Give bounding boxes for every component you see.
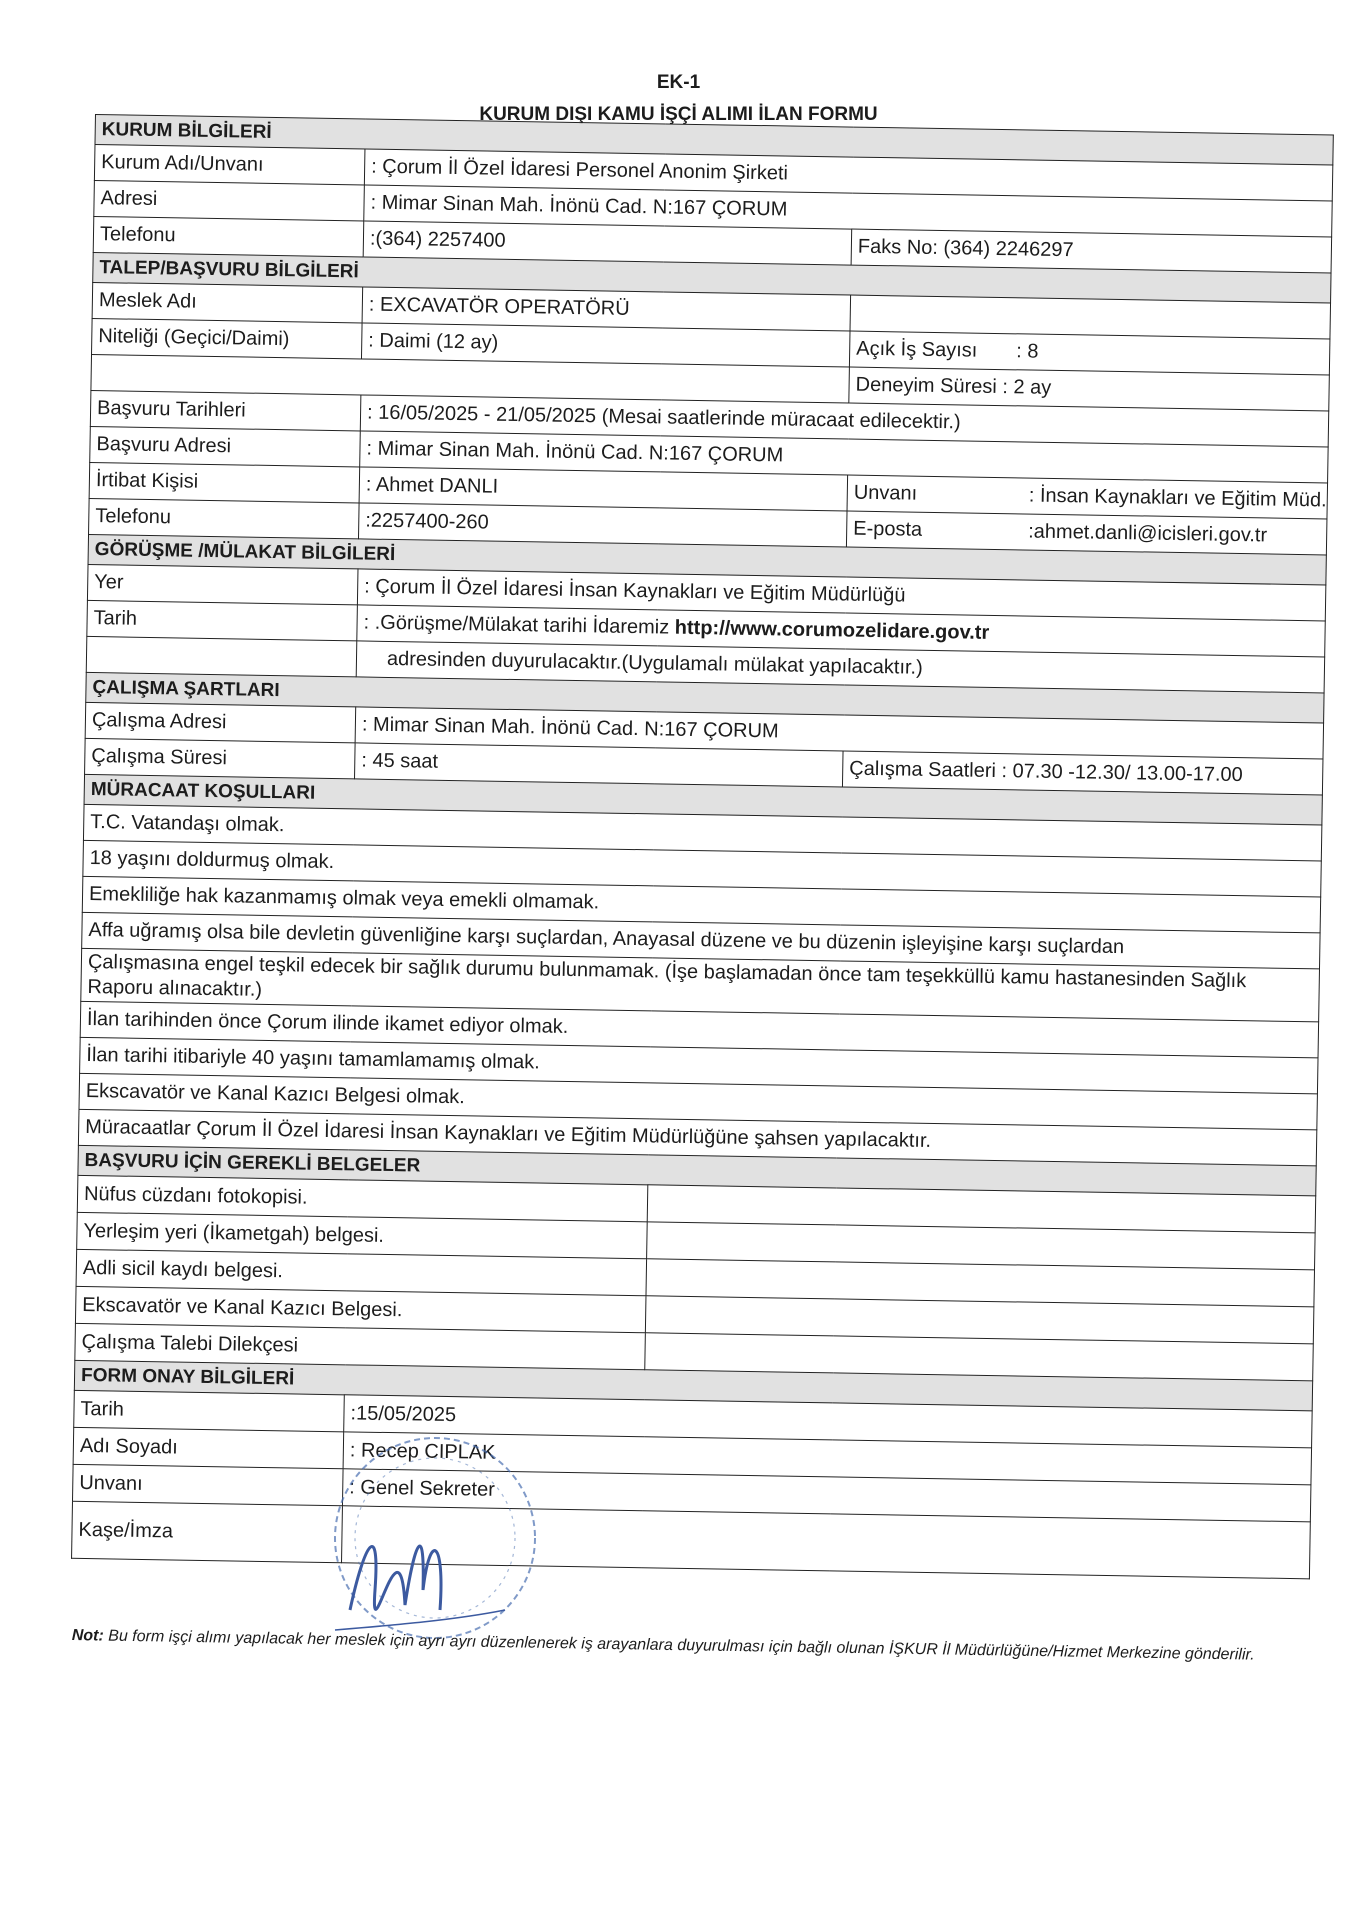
condition-item: Ekscavatör ve Kanal Kazıcı Belgesi olmak. bbox=[79, 1073, 1317, 1130]
section-muracaat: MÜRACAAT KOŞULLARI bbox=[84, 774, 1322, 825]
app-address-label: Başvuru Adresi bbox=[90, 426, 361, 466]
interview-date-suffix: adresinden duyurulacaktır.(Uygulamalı mülakat yapılacaktır.) bbox=[356, 641, 1324, 693]
approval-name-value: : Recep CIPLAK bbox=[343, 1432, 1311, 1485]
approval-stamp-label: Kaşe/İmza bbox=[72, 1501, 343, 1562]
institution-address-label: Adresi bbox=[94, 180, 365, 220]
approval-title-label: Unvanı bbox=[72, 1464, 343, 1505]
condition-item: Emekliliğe hak kazanmamış olmak veya emekli olmamak. bbox=[82, 876, 1320, 933]
interview-date-label: Tarih bbox=[87, 600, 358, 640]
interview-place-value: : Çorum İl Özel İdaresi İnsan Kaynakları ve Eğitim Müdürlüğü bbox=[357, 569, 1325, 621]
section-onay: FORM ONAY BİLGİLERİ bbox=[74, 1360, 1312, 1411]
announcement-form bbox=[70, 114, 1333, 1664]
approval-name-label: Adı Soyadı bbox=[73, 1427, 344, 1468]
contact-title-value: : İnsan Kaynakları ve Eğitim Müd. bbox=[1028, 484, 1327, 512]
section-calisma: ÇALIŞMA ŞARTLARI bbox=[86, 672, 1324, 723]
interview-date-cont-blank bbox=[86, 636, 357, 676]
note-label: Not: bbox=[71, 1626, 104, 1645]
condition-item: İlan tarihi itibariyle 40 yaşını tamamlamamış olmak. bbox=[80, 1037, 1318, 1094]
document-item: Yerleşim yeri (İkametgah) belgesi. bbox=[77, 1212, 648, 1258]
section-talep: TALEP/BAŞVURU BİLGİLERİ bbox=[93, 252, 1331, 303]
work-hours-value: Çalışma Saatleri : 07.30 -12.30/ 13.00-17.00 bbox=[842, 751, 1323, 795]
dates-label: Başvuru Tarihleri bbox=[90, 390, 361, 430]
contact-phone-label: Telefonu bbox=[89, 498, 360, 538]
section-belgeler: BAŞVURU İÇİN GEREKLİ BELGELER bbox=[78, 1145, 1316, 1196]
institution-fax-value: Faks No: (364) 2246297 bbox=[851, 229, 1332, 273]
type-value: : Daimi (12 ay) bbox=[361, 323, 850, 367]
document-item: Çalışma Talebi Dilekçesi bbox=[75, 1323, 646, 1369]
dates-value: : 16/05/2025 - 21/05/2025 (Mesai saatlerinde müracaat edilecektir.) bbox=[360, 395, 1328, 447]
condition-item: Affa uğramış olsa bile devletin güvenliğine karşı suçlardan, Anayasal düzene ve bu düzenin işleyişine karşı suçlardan bbox=[82, 912, 1320, 969]
condition-item: Çalışmasına engel teşkil edecek bir sağlık durumu bulunmamak. (İşe başlamadan önce tam teşekküllü kamu hastanesinden Sağlık Raporu alınacaktır.) bbox=[81, 948, 1320, 1022]
job-label: Meslek Adı bbox=[92, 282, 363, 322]
type-label: Niteliği (Geçici/Daimi) bbox=[92, 318, 363, 358]
app-address-value: : Mimar Sinan Mah. İnönü Cad. N:167 ÇORUM bbox=[360, 431, 1328, 483]
condition-item: İlan tarihinden önce Çorum ilinde ikamet ediyor olmak. bbox=[80, 1001, 1318, 1058]
approval-date-label: Tarih bbox=[74, 1390, 345, 1431]
openings-value: : 8 bbox=[1016, 340, 1039, 363]
condition-item: T.C. Vatandaşı olmak. bbox=[83, 804, 1321, 861]
institution-phone-label: Telefonu bbox=[93, 216, 364, 256]
approval-date-value: :15/05/2025 bbox=[344, 1395, 1312, 1448]
contact-email-label: E-posta bbox=[853, 517, 923, 541]
condition-item: Müracaatlar Çorum İl Özel İdaresi İnsan Kaynakları ve Eğitim Müdürlüğüne şahsen yapılacaktır. bbox=[78, 1109, 1316, 1166]
experience-label: Deneyim Süresi bbox=[855, 373, 997, 398]
contact-label: İrtibat Kişisi bbox=[89, 462, 360, 502]
work-duration-value: : 45 saat bbox=[355, 743, 844, 787]
document-item: Adli sicil kaydı belgesi. bbox=[76, 1249, 647, 1295]
approval-title-value: : Genel Sekreter bbox=[342, 1469, 1310, 1522]
note-text: Bu form işçi alımı yapılacak her meslek için ayrı ayrı düzenlenerek iş arayanlara duyurulması için bağlı olunan İŞKUR İl Müdürlüğüne/Hizmet Merkezine gönderilir. bbox=[103, 1627, 1255, 1664]
contact-value: : Ahmet DANLI bbox=[359, 467, 848, 511]
contact-title-label: Unvanı bbox=[853, 481, 918, 505]
interview-url-link[interactable]: http://www.corumozelidare.gov.tr bbox=[674, 616, 990, 644]
work-address-label: Çalışma Adresi bbox=[85, 702, 356, 742]
job-value: : EXCAVATÖR OPERATÖRÜ bbox=[362, 287, 851, 331]
experience-value: : 2 ay bbox=[1002, 376, 1052, 399]
document-item: Nüfus cüzdanı fotokopisi. bbox=[77, 1175, 648, 1221]
interview-place-label: Yer bbox=[87, 564, 358, 604]
work-duration-label: Çalışma Süresi bbox=[85, 738, 356, 778]
document-item: Ekscavatör ve Kanal Kazıcı Belgesi. bbox=[75, 1286, 646, 1332]
institution-name-value: : Çorum İl Özel İdaresi Personel Anonim Şirketi bbox=[364, 149, 1332, 201]
contact-phone-value: :2257400-260 bbox=[358, 503, 847, 547]
section-kurum: KURUM BİLGİLERİ bbox=[95, 115, 1333, 166]
work-address-value: : Mimar Sinan Mah. İnönü Cad. N:167 ÇORUM bbox=[355, 707, 1323, 759]
institution-name-label: Kurum Adı/Unvanı bbox=[94, 145, 365, 185]
institution-address-value: : Mimar Sinan Mah. İnönü Cad. N:167 ÇORUM bbox=[364, 185, 1332, 237]
section-gorusme: GÖRÜŞME /MÜLAKAT BİLGİLERİ bbox=[88, 534, 1326, 585]
annex-label: EK-1 bbox=[656, 72, 701, 93]
form-title: KURUM DIŞI KAMU İŞÇİ ALIMI İLAN FORMU bbox=[479, 104, 878, 125]
condition-item: 18 yaşını doldurmuş olmak. bbox=[83, 840, 1321, 897]
institution-phone-value: :(364) 2257400 bbox=[363, 221, 852, 265]
interview-date-prefix: : .Görüşme/Mülakat tarihi İdaremiz bbox=[363, 611, 675, 639]
contact-email-value[interactable]: :ahmet.danli@icisleri.gov.tr bbox=[1028, 520, 1268, 547]
openings-label: Açık İş Sayısı bbox=[856, 337, 978, 362]
